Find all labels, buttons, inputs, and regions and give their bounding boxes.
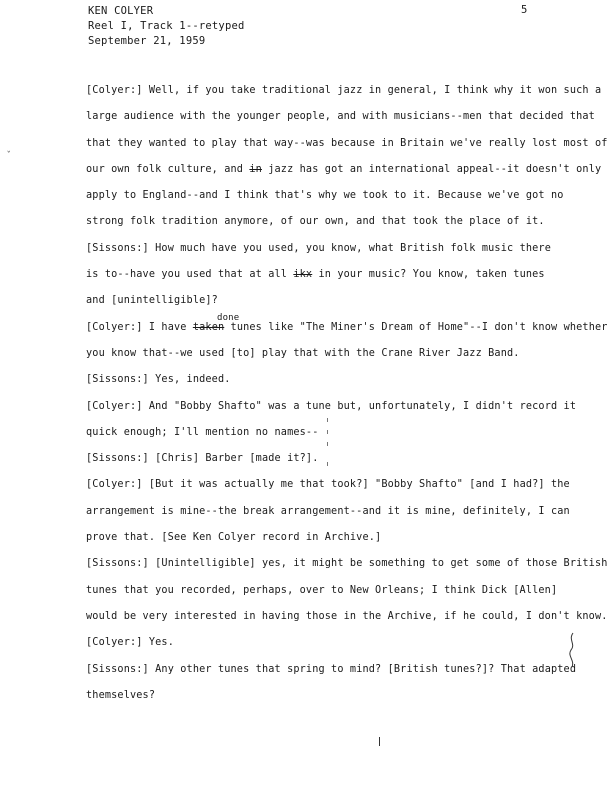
line-text: [Chris] Barber [made it?].	[148, 453, 319, 465]
scan-speck	[327, 442, 328, 446]
transcript-line	[86, 478, 570, 504]
line-text: Yes.	[142, 637, 174, 649]
header-date: September 21, 1959	[88, 35, 206, 47]
line-text: that they wanted to play that way--was because in Britain we've really lost most of	[86, 137, 608, 149]
line-text: large audience with the younger people, and with musicians--men that decided that	[86, 111, 595, 123]
line-text: [Unintelligible] yes, it might be something to get some of those British	[148, 558, 608, 570]
line-text: Well, if you take traditional jazz in general, I think why it won such a	[142, 85, 602, 96]
transcript-line	[86, 373, 556, 399]
line-text: I have	[142, 321, 193, 333]
transcript-line	[86, 400, 577, 426]
speaker-label: [Colyer:]	[86, 479, 143, 491]
line-text: Any other tunes that spring to mind? [British tunes?]? That adapted	[148, 663, 577, 675]
line-text-continued: in your music? You know, taken tunes	[312, 269, 545, 281]
transcript-line	[86, 689, 556, 715]
transcript-line	[86, 426, 556, 452]
scan-speck	[327, 462, 328, 466]
handwritten-insert: done	[217, 312, 240, 323]
line-text: our own folk culture, and	[86, 163, 250, 175]
transcript-line	[86, 663, 577, 689]
line-text: tunes that you recorded, perhaps, over to New Orleans; I think Dick [Allen]	[86, 584, 558, 596]
transcript-line	[86, 636, 556, 662]
transcript-line	[86, 557, 608, 583]
transcript-line	[86, 452, 556, 478]
line-text: arrangement is mine--the break arrangement--and it is mine, definitely, I can	[86, 505, 570, 517]
line-text: And "Bobby Shafto" was a tune but, unfortunately, I didn't record it	[142, 400, 577, 412]
transcript-line	[86, 312, 608, 347]
transcript-line	[86, 110, 595, 136]
page-number: 5	[521, 4, 528, 16]
line-text: apply to England--and I think that's why we took to it. Because we've got no	[86, 190, 564, 202]
line-text: and [unintelligible]?	[86, 295, 218, 307]
speaker-label: [Colyer:]	[86, 400, 143, 412]
header-interviewee: KEN COLYER	[88, 5, 154, 17]
transcript-line	[86, 347, 556, 373]
bottom-pencil-mark	[379, 737, 380, 746]
margin-pencil-mark	[566, 632, 578, 668]
transcript-line	[86, 189, 564, 215]
transcript-line	[86, 137, 608, 163]
speaker-label: [Colyer:]	[86, 85, 143, 96]
line-text: is to--have you used that at all	[86, 269, 294, 281]
line-text: Yes, indeed.	[148, 374, 231, 386]
scan-speck	[327, 418, 328, 422]
line-text-continued: jazz has got an international appeal--it doesn't only	[261, 163, 602, 175]
line-text: [But it was actually me that took?] "Bobby Shafto" [and I had?] the	[142, 479, 570, 491]
document-header	[88, 4, 245, 49]
header-reel-track: Reel I, Track 1--retyped	[88, 20, 245, 32]
speaker-label: [Sissons:]	[86, 242, 149, 254]
transcript-line	[86, 531, 556, 557]
speaker-label: [Sissons:]	[86, 374, 149, 386]
line-text: How much have you used, you know, what British folk music there	[148, 242, 551, 254]
speaker-label: [Sissons:]	[86, 558, 149, 570]
transcript-line	[86, 610, 608, 636]
margin-tick-mark: ˇ	[6, 151, 12, 161]
speaker-label: [Sissons:]	[86, 453, 149, 465]
transcript-line	[86, 268, 556, 294]
line-text: you know that--we used [to] play that with the Crane River Jazz Band.	[86, 347, 520, 359]
transcript-line	[86, 215, 556, 241]
transcript-line	[86, 584, 556, 610]
line-text: quick enough; I'll mention no names--	[86, 426, 319, 438]
struck-text: taken	[192, 321, 225, 333]
line-text: prove that. [See Ken Colyer record in Archive.]	[86, 532, 382, 544]
struck-text: ikx	[293, 269, 313, 281]
speaker-label: [Colyer:]	[86, 321, 143, 333]
transcript-line	[86, 294, 556, 320]
line-text: would be very interested in having those in the Archive, if he could, I don't know.	[86, 610, 608, 622]
line-text: strong folk tradition anymore, of our own, and that took the place of it.	[86, 216, 545, 228]
speaker-label: [Sissons:]	[86, 663, 149, 675]
speaker-label: [Colyer:]	[86, 637, 143, 649]
transcript-line	[86, 163, 602, 189]
line-text: themselves?	[86, 689, 156, 701]
struck-text: in	[249, 163, 262, 175]
scan-speck	[327, 430, 328, 434]
transcript-line	[86, 242, 556, 268]
line-text-continued: tunes like "The Miner's Dream of Home"--I don't know whether	[224, 321, 608, 333]
transcript-body	[86, 84, 608, 715]
transcript-line	[86, 505, 570, 531]
transcript-line	[86, 84, 602, 110]
